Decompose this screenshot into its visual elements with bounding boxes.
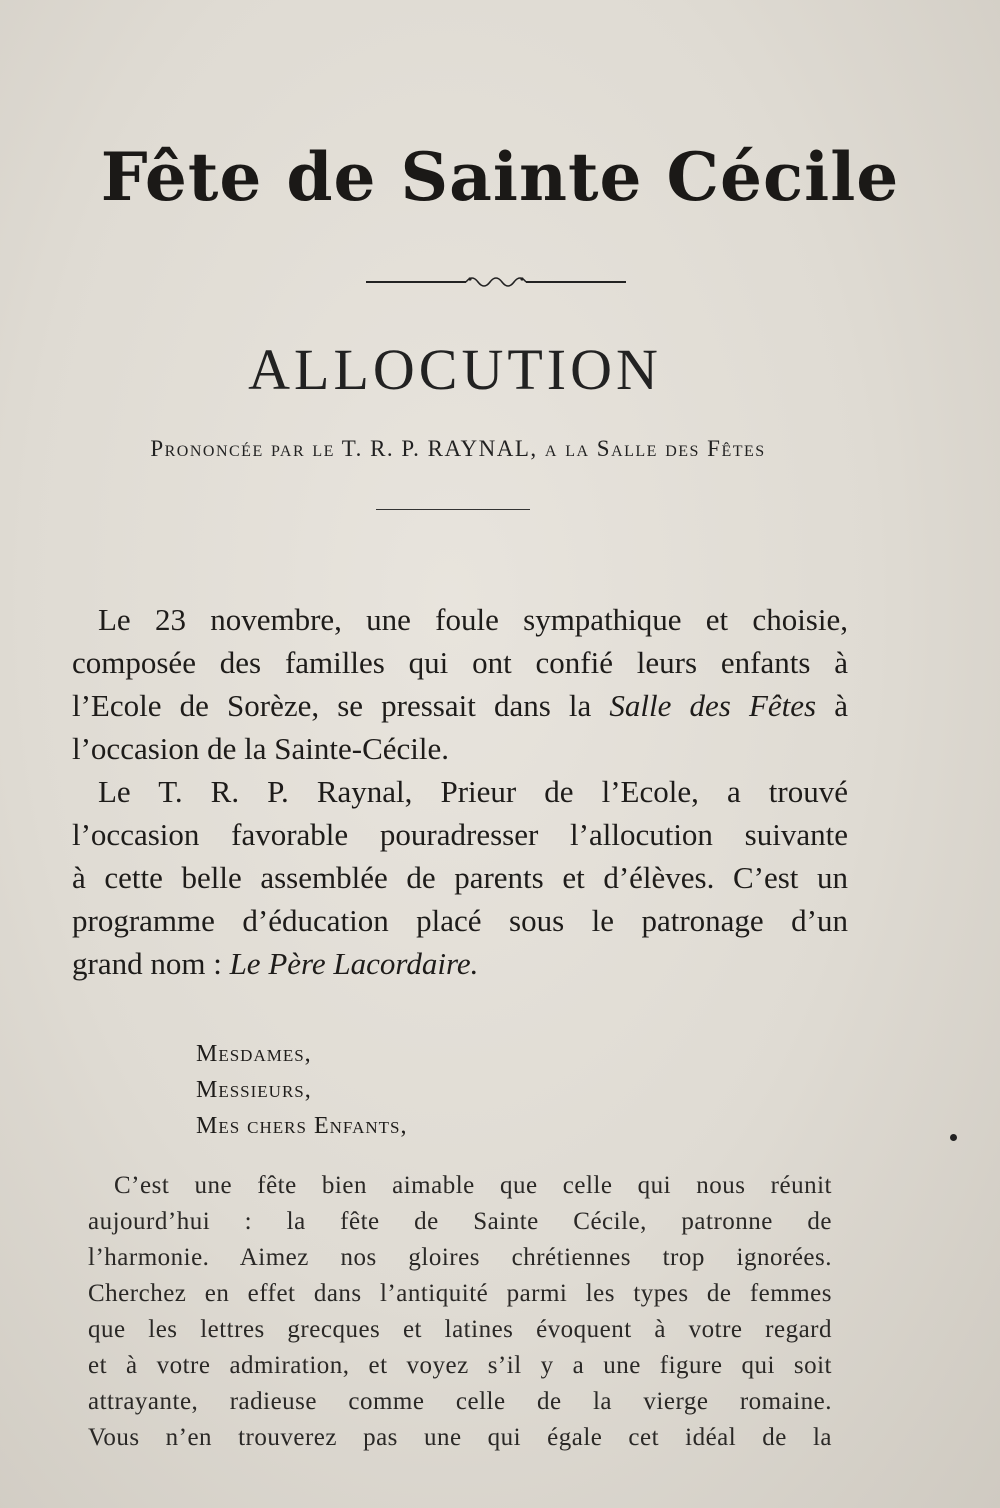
intro-line: Le T. R. P. Raynal, Prieur de l’Ecole, a trouvé <box>98 774 848 809</box>
speech-line: l’harmonie. Aimez nos gloires chrétiennes trop ignorées. <box>88 1244 832 1271</box>
page-title: Fête de Sainte Cécile <box>100 138 900 216</box>
speech-line: aujourd’hui : la fête de Sainte Cécile, patronne de <box>88 1208 832 1235</box>
speech-paragraph <box>88 1168 832 1456</box>
salutation-line: Messieurs, <box>196 1077 312 1103</box>
salutation <box>196 1036 408 1144</box>
intro-line <box>72 684 848 727</box>
speech-line: attrayante, radieuse comme celle de la vierge romaine. <box>88 1388 832 1415</box>
salutation-line: Mesdames, <box>196 1041 312 1067</box>
ornament-divider-icon <box>366 270 626 292</box>
intro-text: grand nom : <box>72 946 222 981</box>
intro-line: Le 23 novembre, une foule sympathique et choisie, <box>98 602 848 637</box>
intro-line <box>72 942 848 985</box>
speech-line: Vous n’en trouverez pas une qui égale cet idéal de la <box>88 1424 832 1451</box>
divider-rule <box>376 509 530 510</box>
intro-text: à <box>834 688 848 723</box>
salutation-line: Mes chers Enfants, <box>196 1113 408 1139</box>
subheading: Prononcée par le T. R. P. RAYNAL, a la Salle des Fêtes <box>150 436 766 461</box>
intro-italic: Le Père Lacordaire. <box>229 946 479 981</box>
speech-line: Cherchez en effet dans l’antiquité parmi les types de femmes <box>88 1280 832 1307</box>
intro-line: l’occasion de la Sainte-Cécile. <box>72 731 450 766</box>
intro-line: à cette belle assemblée de parents et d’élèves. C’est un <box>72 860 848 895</box>
section-heading: ALLOCUTION <box>248 337 662 402</box>
intro-line: composée des familles qui ont confié leurs enfants à <box>72 645 848 680</box>
ink-dot <box>950 1134 957 1141</box>
intro-italic: Salle des Fêtes <box>609 688 817 723</box>
intro-text: l’Ecole de Sorèze, se pressait dans la <box>72 688 592 723</box>
speech-line: et à votre admiration, et voyez s’il y a une figure qui soit <box>88 1352 832 1379</box>
intro-paragraph <box>72 598 848 985</box>
speech-line: que les lettres grecques et latines évoquent à votre regard <box>88 1316 832 1343</box>
speech-line: C’est une fête bien aimable que celle qui nous réunit <box>114 1172 832 1199</box>
intro-line: programme d’éducation placé sous le patronage d’un <box>72 903 848 938</box>
intro-line: l’occasion favorable pouradresser l’allocution suivante <box>72 817 848 852</box>
